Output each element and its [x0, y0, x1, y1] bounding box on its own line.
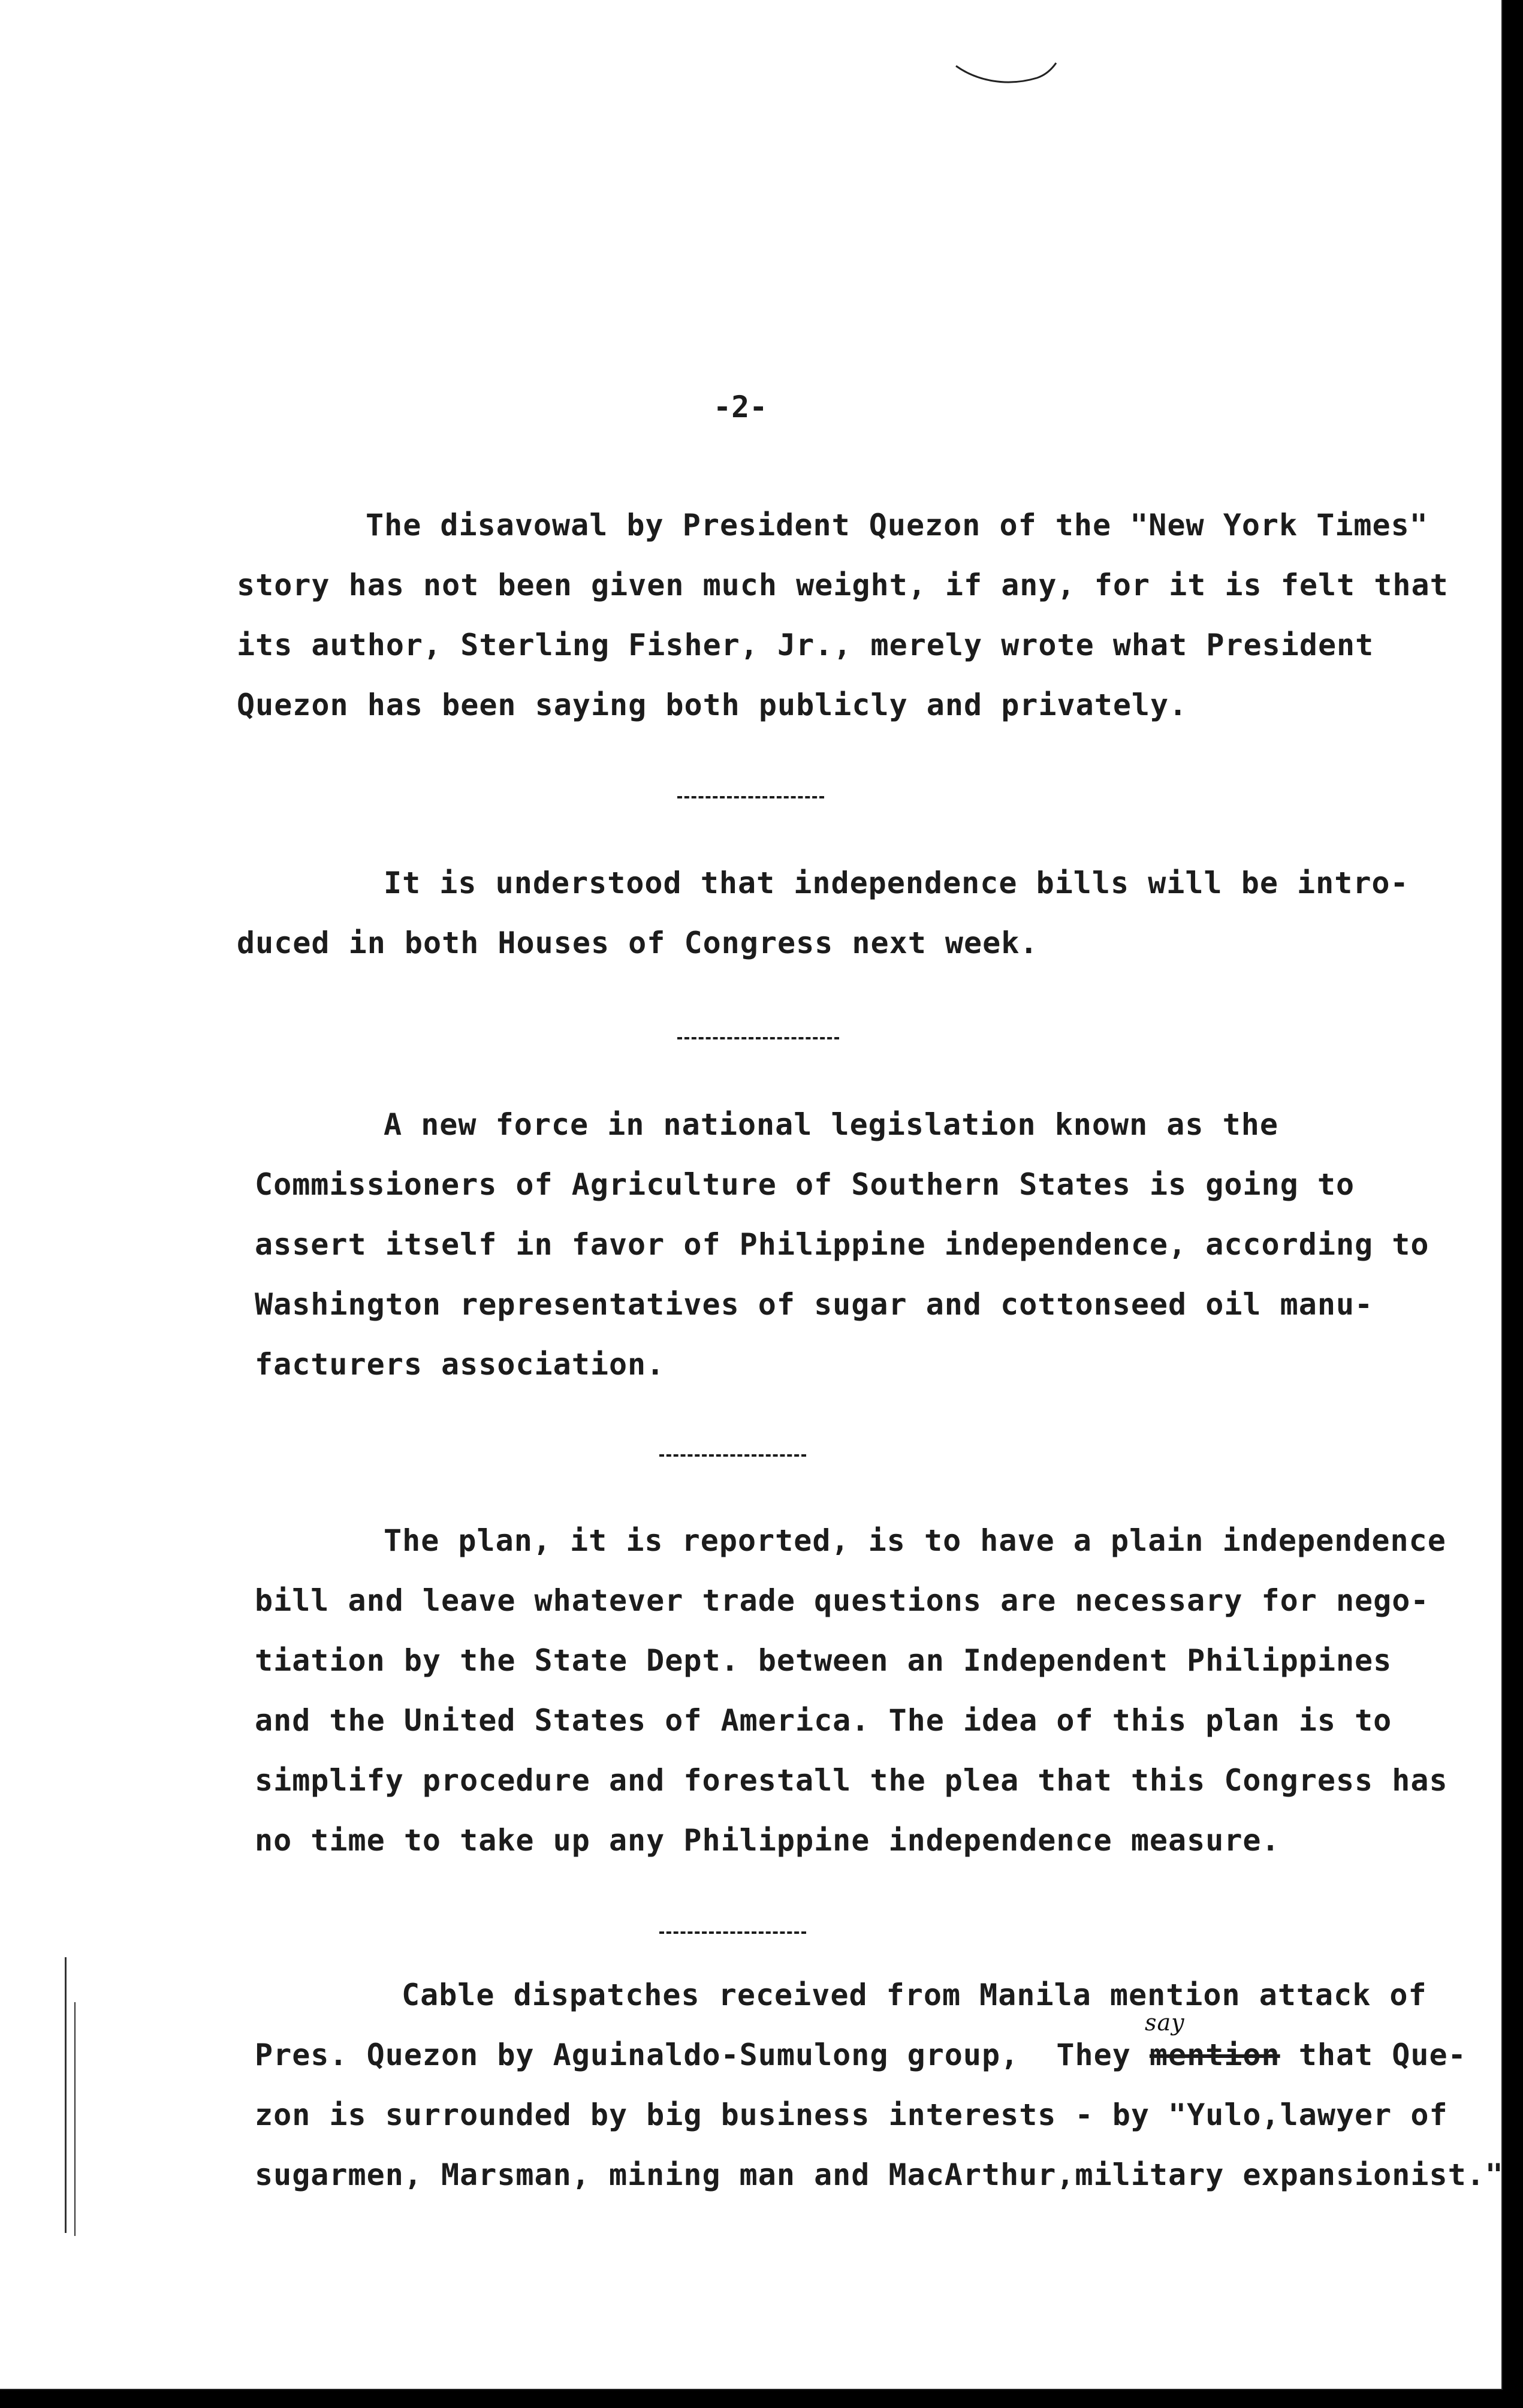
paragraph-4-line-5: simplify procedure and forestall the plea that this Congress has: [255, 1763, 1448, 1798]
section-separator: [659, 1454, 806, 1457]
paragraph-4-line-3: tiation by the State Dept. between an Independent Philippines: [255, 1643, 1392, 1678]
correction-line-after: that Que-: [1280, 2038, 1467, 2072]
paragraph-4-line-1: The plan, it is reported, is to have a plain independence: [384, 1523, 1446, 1558]
paragraph-1-line-1: The disavowal by President Quezon of the "New York Times": [366, 508, 1428, 543]
paragraph-4-line-4: and the United States of America. The idea of this plan is to: [255, 1703, 1392, 1738]
paragraph-3-line-2: Commissioners of Agriculture of Southern States is going to: [255, 1167, 1355, 1202]
paragraph-2-line-2: duced in both Houses of Congress next week.: [237, 926, 1039, 960]
paragraph-5-line-2: [255, 2037, 1467, 2073]
margin-line: [65, 1957, 67, 2233]
paragraph-3-line-1: A new force in national legislation known as the: [384, 1107, 1278, 1142]
margin-line: [74, 2002, 76, 2236]
paragraph-5-line-3: zon is surrounded by big business interests - by "Yulo,lawyer of: [255, 2097, 1448, 2132]
section-separator: [659, 1931, 806, 1934]
paragraph-1-line-3: its author, Sterling Fisher, Jr., merely wrote what President: [237, 628, 1374, 662]
paragraph-3-line-5: facturers association.: [255, 1347, 665, 1382]
paragraph-3-line-4: Washington representatives of sugar and cottonseed oil manu-: [255, 1287, 1374, 1322]
struck-word: mention: [1149, 2038, 1280, 2072]
section-separator: [677, 796, 824, 798]
paragraph-1-line-4: Quezon has been saying both publicly and privately.: [237, 688, 1188, 722]
paragraph-4-line-2: bill and leave whatever trade questions are necessary for nego-: [255, 1583, 1429, 1618]
handwritten-insertion: say: [1145, 2009, 1185, 2036]
paragraph-1-line-2: story has not been given much weight, if any, for it is felt that: [237, 568, 1449, 602]
correction-line-before: Pres. Quezon by Aguinaldo-Sumulong group, They: [255, 2038, 1150, 2072]
section-separator: [677, 1037, 839, 1039]
paragraph-5-line-4: sugarmen, Marsman, mining man and MacArthur,military expansionist.": [255, 2157, 1504, 2192]
paragraph-4-line-6: no time to take up any Philippine independence measure.: [255, 1823, 1280, 1858]
paragraph-3-line-3: assert itself in favor of Philippine independence, according to: [255, 1227, 1429, 1262]
paragraph-5-line-1: Cable dispatches received from Manila mention attack of: [402, 1978, 1427, 2012]
page-number: -2-: [713, 390, 768, 424]
paragraph-2-line-1: It is understood that independence bills will be intro-: [384, 866, 1409, 900]
